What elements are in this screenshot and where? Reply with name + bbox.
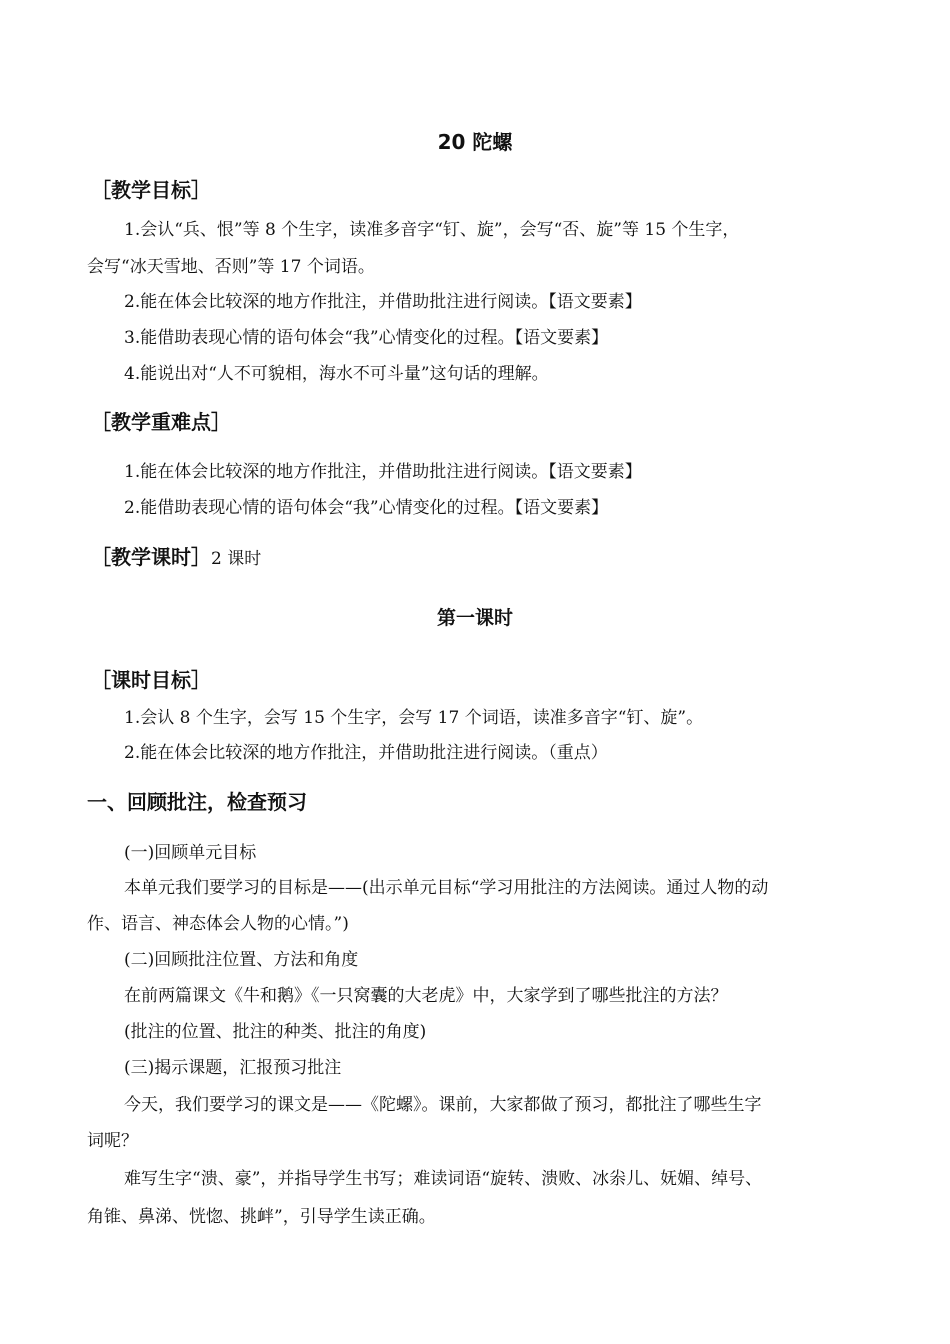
objective-line-2: 2.能在体会比较深的地方作批注，并借助批注进行阅读。【语文要素】 xyxy=(124,292,642,312)
section-one-line-2: 本单元我们要学习的目标是——(出示单元目标“学习用批注的方法阅读。通过人物的动 xyxy=(124,878,769,898)
lesson-title: 20 陀螺 xyxy=(437,130,513,154)
class-hours-value: 2 课时 xyxy=(211,549,262,569)
key-point-line-1: 1.能在体会比较深的地方作批注，并借助批注进行阅读。【语文要素】 xyxy=(124,462,642,482)
class-hours-label: ［教学课时］ xyxy=(91,545,211,569)
objective-line-1: 1.会认“兵、恨”等 8 个生字，读准多音字“钉、旋”，会写“否、旋”等 15 个生字， xyxy=(124,220,740,240)
key-points-heading-text: ［教学重难点］ xyxy=(91,410,231,434)
key-points-heading xyxy=(91,408,231,436)
key-point-line-2: 2.能借助表现心情的语句体会“我”心情变化的过程。【语文要素】 xyxy=(124,498,609,518)
section-one-line-5: 在前两篇课文《牛和鹅》《一只窝囊的大老虎》中，大家学到了哪些批注的方法？ xyxy=(124,986,728,1006)
section-one-line-10: 难写生字“溃、豪”，并指导学生书写；难读词语“旋转、溃败、冰尜儿、妩媚、绰号、 xyxy=(124,1169,763,1189)
period-objectives-heading-text: ［课时目标］ xyxy=(91,668,211,692)
section-one-line-1: (一)回顾单元目标 xyxy=(124,843,257,863)
period-objectives-heading xyxy=(91,666,211,694)
period-objective-line-2: 2.能在体会比较深的地方作批注，并借助批注进行阅读。（重点） xyxy=(124,743,608,763)
section-one-line-6: (批注的位置、批注的种类、批注的角度) xyxy=(124,1022,427,1042)
section-one-line-3: 作、语言、神态体会人物的心情。”) xyxy=(87,914,349,934)
objective-line-4: 4.能说出对“人不可貌相，海水不可斗量”这句话的理解。 xyxy=(124,364,549,384)
section-one-heading: 一、回顾批注，检查预习 xyxy=(87,790,307,814)
teaching-objectives-heading-text: ［教学目标］ xyxy=(91,178,211,202)
class-hours-heading xyxy=(91,543,261,573)
objective-line-1-cont: 会写“冰天雪地、否则”等 17 个词语。 xyxy=(87,257,375,277)
first-period-title: 第一课时 xyxy=(436,607,513,629)
section-one-line-11: 角锥、鼻涕、恍惚、挑衅”，引导学生读正确。 xyxy=(87,1207,436,1227)
section-one-line-8: 今天，我们要学习的课文是——《陀螺》。课前，大家都做了预习，都批注了哪些生字 xyxy=(124,1095,762,1115)
period-objective-line-1: 1.会认 8 个生字，会写 15 个生字，会写 17 个词语，读准多音字“钉、旋”。 xyxy=(124,708,704,728)
section-one-line-4: (二)回顾批注位置、方法和角度 xyxy=(124,950,359,970)
objective-line-3: 3.能借助表现心情的语句体会“我”心情变化的过程。【语文要素】 xyxy=(124,328,609,348)
teaching-objectives-heading xyxy=(91,176,211,204)
section-one-line-7: (三)揭示课题，汇报预习批注 xyxy=(124,1058,342,1078)
section-one-line-9: 词呢？ xyxy=(87,1131,138,1151)
